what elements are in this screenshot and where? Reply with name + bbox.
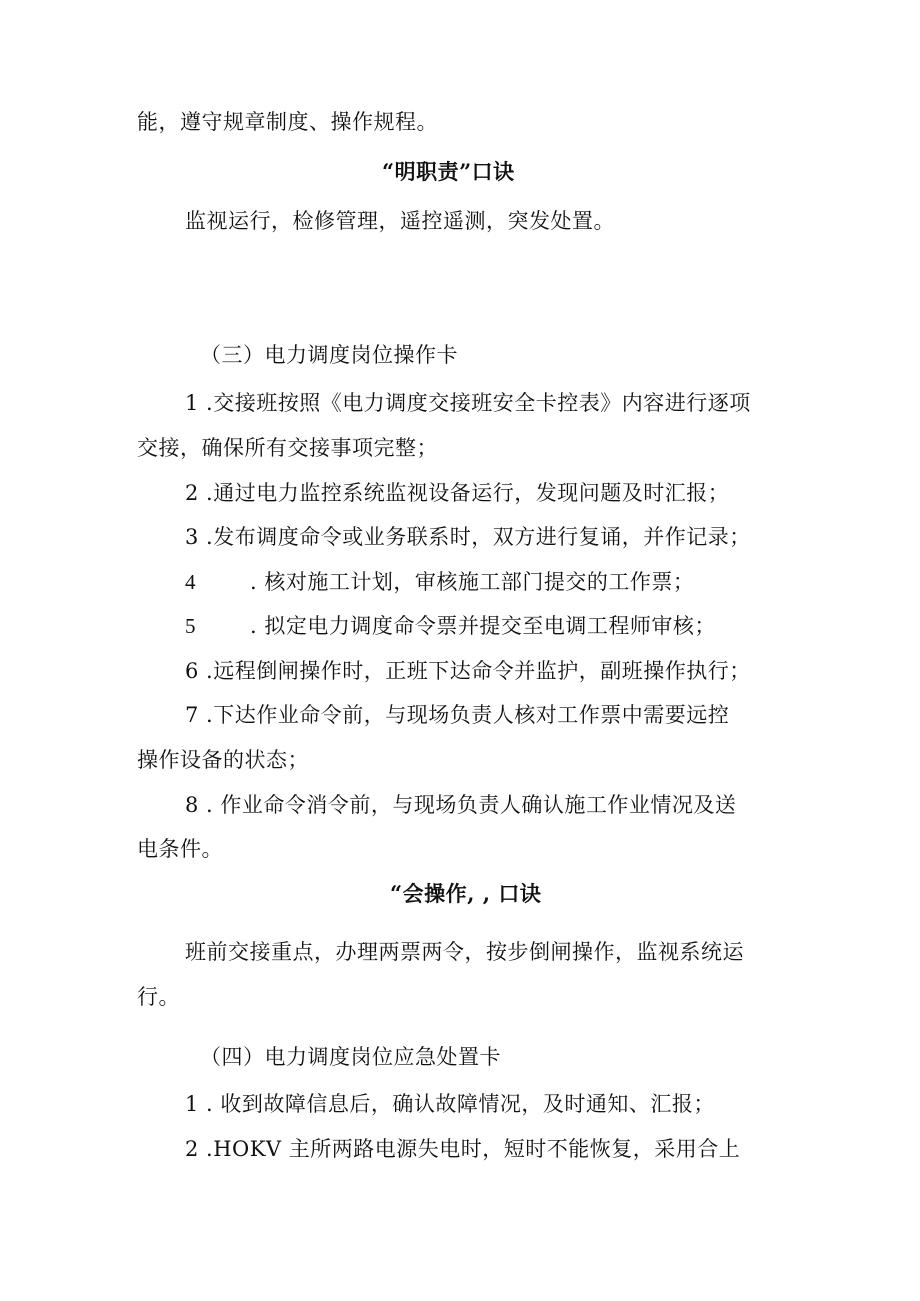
list-number: 5	[185, 614, 196, 638]
text-line: 电条件。	[137, 837, 223, 861]
text-line: 行。	[137, 985, 180, 1009]
list-item: 1 . 收到故障信息后，确认故障情况，及时通知、汇报；	[185, 1092, 715, 1116]
list-item-text: . 核对施工计划，审核施工部门提交的工作票；	[250, 570, 695, 594]
text-line: 监视运行，检修管理，遥控遥测，突发处置。	[185, 209, 615, 233]
text-line: 操作设备的状态；	[137, 748, 309, 772]
text-line: 能，遵守规章制度、操作规程。	[137, 110, 438, 134]
section-title: （四）电力调度岗位应急处置卡	[200, 1045, 501, 1069]
text-line: 班前交接重点，办理两票两令，按步倒闸操作，监视系统运	[185, 940, 744, 964]
list-item-text: . 拟定电力调度命令票并提交至电调工程师审核；	[250, 614, 716, 638]
list-number: 4	[185, 570, 196, 594]
list-item	[185, 568, 694, 596]
section-heading: “会操作, , 口诀	[390, 881, 542, 906]
list-item: 2 .通过电力监控系统监视设备运行，发现问题及时汇报；	[185, 481, 730, 505]
list-item: 7 .下达作业命令前，与现场负责人核对工作票中需要远控	[185, 703, 730, 727]
section-heading: “明职责”口诀	[382, 159, 515, 184]
list-item: 1 .交接班按照《电力调度交接班安全卡控表》内容进行逐项	[185, 391, 751, 415]
list-item	[185, 612, 716, 640]
text-line: 交接，确保所有交接事项完整；	[137, 436, 438, 460]
section-title: （三）电力调度岗位操作卡	[200, 343, 458, 367]
list-item: 8 . 作业命令消令前，与现场负责人确认施工作业情况及送	[185, 793, 737, 817]
list-item: 3 .发布调度命令或业务联系时，双方进行复诵，并作记录；	[185, 525, 751, 549]
list-item: 6 .远程倒闸操作时，正班下达命令并监护，副班操作执行；	[185, 659, 751, 683]
list-item: 2 .HOKV 主所两路电源失电时，短时不能恢复，采用合上	[185, 1137, 741, 1161]
